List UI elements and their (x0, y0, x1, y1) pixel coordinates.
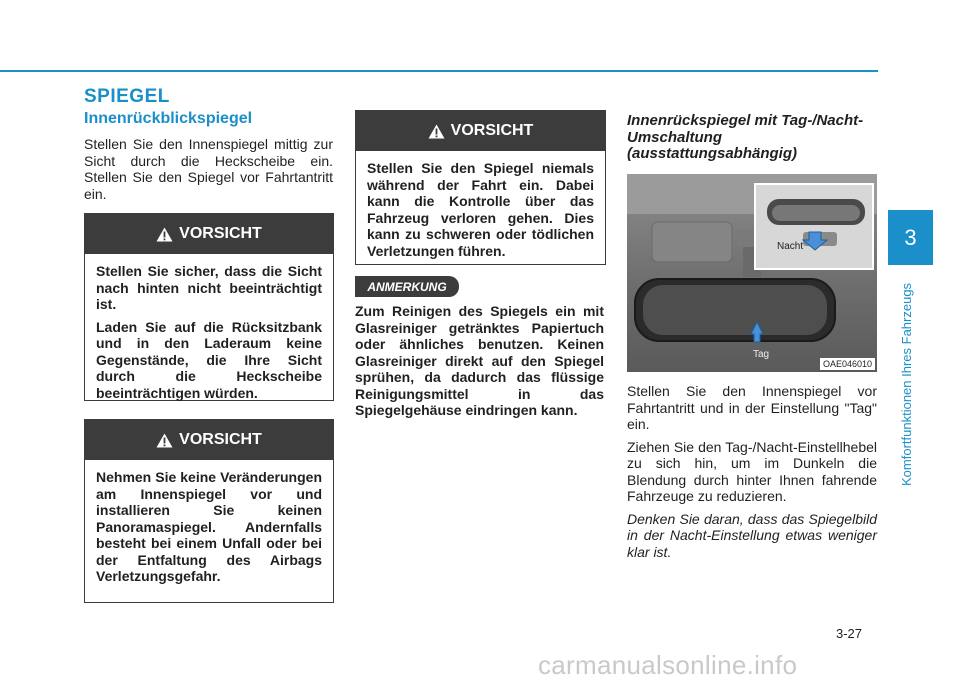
caution-body (85, 460, 333, 600)
section-title: SPIEGEL (84, 86, 170, 107)
note-badge: ANMERKUNG (355, 276, 459, 297)
label-night: Nacht (777, 241, 804, 252)
caution-header (85, 214, 333, 254)
body-paragraph: Ziehen Sie den Tag-/Nacht-Einstellhebel zu sich hin, um im Dunkeln die Blendung durch hinter Ihnen fahrende Fahrzeuge zu reduzieren. (627, 438, 877, 504)
italic-note: Denken Sie daran, dass das Spiegelbild in der Nacht-Einstellung etwas weniger klar ist. (627, 510, 877, 560)
intro-paragraph: Stellen Sie den Innenspiegel mittig zur Sicht durch die Heckscheibe ein. Stellen Sie den Spiegel vor Fahrtantritt ein. (84, 136, 333, 202)
note-text: Zum Reinigen des Spiegels ein mit Glasreiniger getränktes Papiertuch oder ähnliches benutzen. Keinen Glasreiniger direkt auf den Spiegel sprühen, da dadurch das flüssige Reinigungsmittel in das Spiegelgehäuse eindringen kann. (355, 303, 604, 418)
caution-header (356, 111, 605, 151)
caution-label: VORSICHT (179, 225, 262, 242)
watermark: carmanualsonline.info (538, 650, 798, 680)
warning-icon (428, 124, 445, 139)
image-code: OAE046010 (820, 358, 875, 370)
warning-icon (156, 433, 173, 448)
header-rule (0, 70, 878, 72)
mirror-photo (627, 174, 877, 372)
label-day: Tag (753, 349, 770, 360)
caution-text: Stellen Sie den Spiegel niemals während der Fahrt ein. Dabei kann die Kontrolle über das Fahrzeug verloren gehen. Dies kann zu schweren oder tödlichen Verletzungen führen. (367, 160, 594, 259)
body-paragraph: Stellen Sie den Innenspiegel vor Fahrtantritt und in der Einstellung "Tag" ein. (627, 383, 877, 432)
mirror-illustration (627, 174, 877, 372)
chapter-title-vertical: Komfortfunktionen Ihres Fahrzeugs (899, 282, 914, 486)
caution-text: Nehmen Sie keine Veränderungen am Innenspiegel vor und installieren Sie keinen Panoramaspiegel. Andernfalls besteht bei einem Unfall oder bei der Entfaltung des Airbags Verletzungsgefahr. (96, 469, 322, 584)
caution-body (356, 151, 605, 274)
heading-day-night-mirror: Innenrückspiegel mit Tag-/Nacht-Umschaltung (ausstattungsabhängig) (627, 112, 864, 162)
caution-text: Stellen Sie sicher, dass die Sicht nach hinten nicht beeinträchtigt ist. (96, 263, 322, 312)
page-number: 3-27 (836, 626, 863, 641)
warning-icon (156, 227, 173, 242)
caution-label: VORSICHT (450, 122, 534, 139)
caution-text: Laden Sie auf die Rücksitzbank und in den Laderaum keine Gegenstände, die Ihre Sicht durch die Heckscheibe beeinträchtigen würden. (96, 318, 322, 401)
caution-box-modification (84, 419, 334, 603)
caution-box-driving (355, 110, 606, 265)
caution-box-visibility (84, 213, 334, 401)
caution-label: VORSICHT (179, 431, 262, 448)
caution-body (85, 254, 333, 416)
chapter-tab: 3 (888, 210, 933, 265)
caution-header (85, 420, 333, 460)
heading-interior-mirror: Innenrückblickspiegel (84, 110, 253, 127)
right-body (627, 383, 877, 566)
